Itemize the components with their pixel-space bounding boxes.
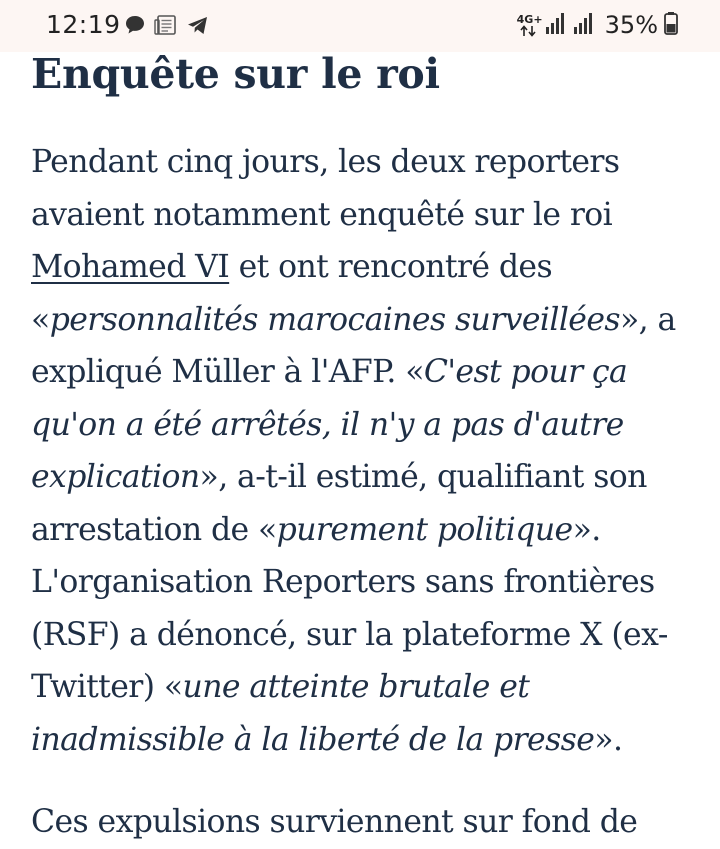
system-status: [517, 10, 678, 40]
signal-strength-icon-2: [573, 11, 595, 39]
telegram-icon: [186, 14, 210, 36]
battery-percent: 35%: [604, 11, 658, 39]
paragraph-text: Pendant cinq jours, les deux reporters avaient notamment enquêté sur le roi: [31, 144, 620, 233]
battery-icon: [664, 11, 678, 39]
quote-text: purement politique: [276, 511, 573, 548]
paragraph-text: ».: [594, 721, 623, 758]
section-heading: Enquête sur le roi: [31, 50, 440, 98]
network-type-label: 4G+: [516, 12, 543, 26]
status-time: 12:19: [46, 10, 121, 39]
signal-strength-icon-1: [545, 11, 567, 39]
mohamed-vi-link[interactable]: Mohamed VI: [31, 249, 230, 285]
chat-bubble-icon: [124, 14, 146, 36]
notification-icons: [124, 14, 210, 36]
paragraph-text: ». L'organisation Reporters sans frontières (RSF) a dénoncé, sur la plateforme X (ex-Twitter) «: [31, 511, 668, 705]
quote-text: personnalités marocaines surveillées: [49, 301, 620, 338]
network-type-indicator: [516, 12, 543, 37]
quote-text: une atteinte brutale et inadmissible à la liberté de la presse: [31, 669, 595, 758]
newspaper-icon: [154, 14, 178, 36]
article-body: [31, 44, 701, 849]
paragraph-text: », a expliqué Müller à l'AFP. «: [31, 301, 676, 390]
paragraph-text: et ont rencontré des «: [31, 249, 553, 338]
paragraph-text: », a-t-il estimé, qualifiant son arrestation de «: [31, 459, 647, 548]
quote-text: C'est pour ça qu'on a été arrêtés, il n'y a pas d'autre explication: [31, 354, 628, 495]
data-arrows-icon: [519, 25, 537, 37]
article-paragraph: [31, 136, 701, 766]
article-paragraph-next: Ces expulsions surviennent sur fond de: [31, 804, 638, 840]
